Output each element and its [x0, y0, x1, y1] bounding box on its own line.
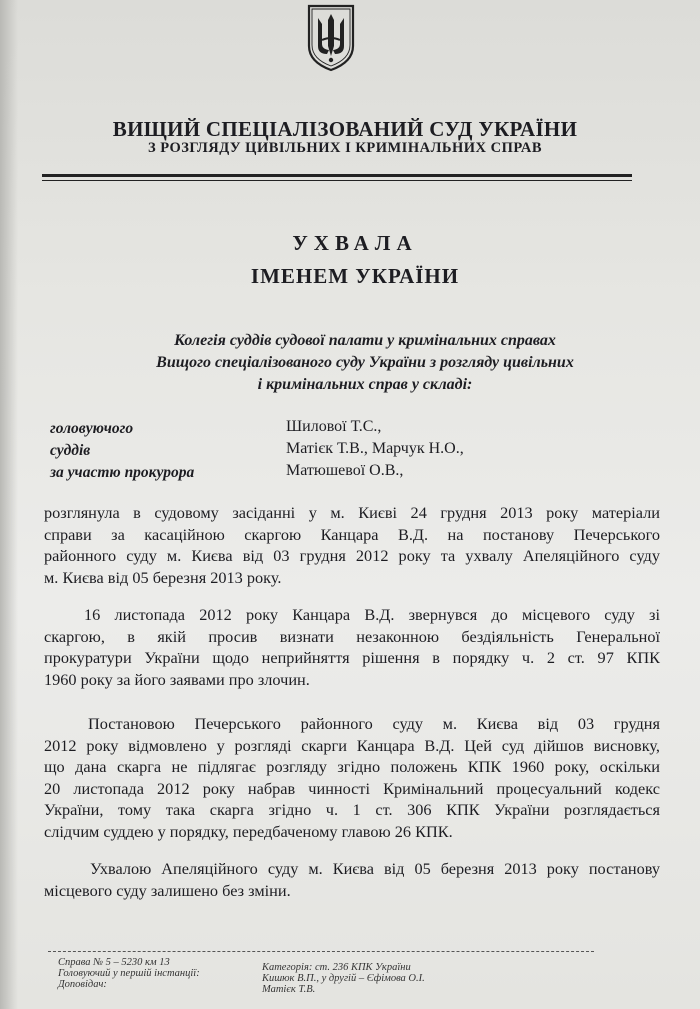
composition-names — [286, 416, 464, 482]
paragraph-line: скаргою, в якій просив визнати незаконною бездіяльність Генеральної — [44, 626, 660, 646]
paragraph-line: 20 листопада 2012 року набрав чинності Кримінальний процесуальний кодекс — [44, 778, 660, 798]
in-name-of-ukraine: ІМЕНЕМ УКРАЇНИ — [250, 264, 460, 288]
footer-case-info — [58, 957, 200, 990]
paragraph-line: справи за касаційною скаргою Канцара В.Д. на постанову Печерського — [44, 524, 660, 544]
paragraph-line: прокуратури України щодо неприйняття рішення в порядку ч. 2 ст. 97 КПК — [44, 648, 660, 667]
name-presiding: Шилової Т.С., — [286, 418, 382, 435]
footer-line: Головуючий у першій інстанції: — [58, 968, 200, 979]
paragraph-complaint — [44, 604, 660, 690]
paragraph-line: що дана скарга не підлягає розгляду згідно положень КПК 1960 року, оскільки — [44, 757, 660, 776]
court-name: ВИЩИЙ СПЕЦІАЛІЗОВАНИЙ СУД УКРАЇНИ — [112, 117, 578, 141]
collegium-line: і кримінальних справ у складі: — [257, 376, 473, 393]
footer-line: Доповідач: — [58, 979, 107, 990]
role-prosecutor: за участю прокурора — [50, 464, 195, 481]
footer-line: Справа № 5 – 5230 км 13 — [58, 957, 170, 968]
name-judges: Матієк Т.В., Марчук Н.О., — [286, 440, 464, 457]
footer-line: Категорія: ст. 236 КПК України — [262, 962, 411, 973]
collegium-heading — [80, 330, 650, 396]
paragraph-line: Постановою Печерського районного суду м. Києва від 03 грудня — [88, 714, 660, 733]
paragraph-line: Ухвалою Апеляційного суду м. Києва від 05 березня 2013 року постанову — [90, 859, 660, 878]
footer-divider — [48, 951, 594, 952]
document-type-title: УХВАЛА — [292, 231, 418, 255]
paragraph-appeal — [44, 858, 660, 901]
paragraph-line: 1960 року за його заявами про злочин. — [44, 669, 310, 689]
footer-line: Матієк Т.В. — [262, 984, 316, 995]
collegium-line: Колегія суддів судової палати у кримінальних справах — [174, 332, 556, 349]
header-rule-thick — [42, 174, 632, 177]
composition-roles — [50, 418, 194, 484]
trident-emblem-icon — [305, 2, 357, 72]
paragraph-first-instance — [44, 713, 660, 842]
role-presiding: головуючого — [50, 420, 134, 437]
collegium-line: Вищого спеціалізованого суду України з розгляду цивільних — [156, 354, 574, 371]
paragraph-line: України, тому така скарга згідно ч. 1 ст. 306 КПК України розглядається — [44, 800, 660, 819]
role-judges: суддів — [50, 442, 91, 459]
paragraph-line: слідчим суддею у порядку, передбаченому главою 26 КПК. — [44, 821, 453, 841]
paragraph-line: районного суду м. Києва від 03 грудня 2012 року та ухвалу Апеляційного суду — [44, 546, 660, 565]
page-shadow — [0, 0, 18, 1009]
paragraph-line: 2012 року відмовлено у розгляді скарги Канцара В.Д. Цей суд дійшов висновку, — [44, 735, 660, 755]
court-subtitle: З РОЗГЛЯДУ ЦИВІЛЬНИХ І КРИМІНАЛЬНИХ СПРАВ — [147, 140, 543, 156]
footer-category-info — [262, 962, 425, 995]
header-rule-thin — [42, 180, 632, 181]
paragraph-line: розглянула в судовому засіданні у м. Києві 24 грудня 2013 року матеріали — [44, 503, 660, 522]
paragraph-line: місцевого суду залишено без зміни. — [44, 880, 291, 900]
name-prosecutor: Матюшевої О.В., — [286, 462, 404, 479]
paragraph-line: 16 листопада 2012 року Канцара В.Д. звернувся до місцевого суду зі — [84, 605, 660, 624]
paragraph-line: м. Києва від 05 березня 2013 року. — [44, 567, 282, 587]
paragraph-intro — [44, 502, 660, 588]
footer-line: Кишюк В.П., у другій – Єфімова О.І. — [262, 973, 425, 984]
